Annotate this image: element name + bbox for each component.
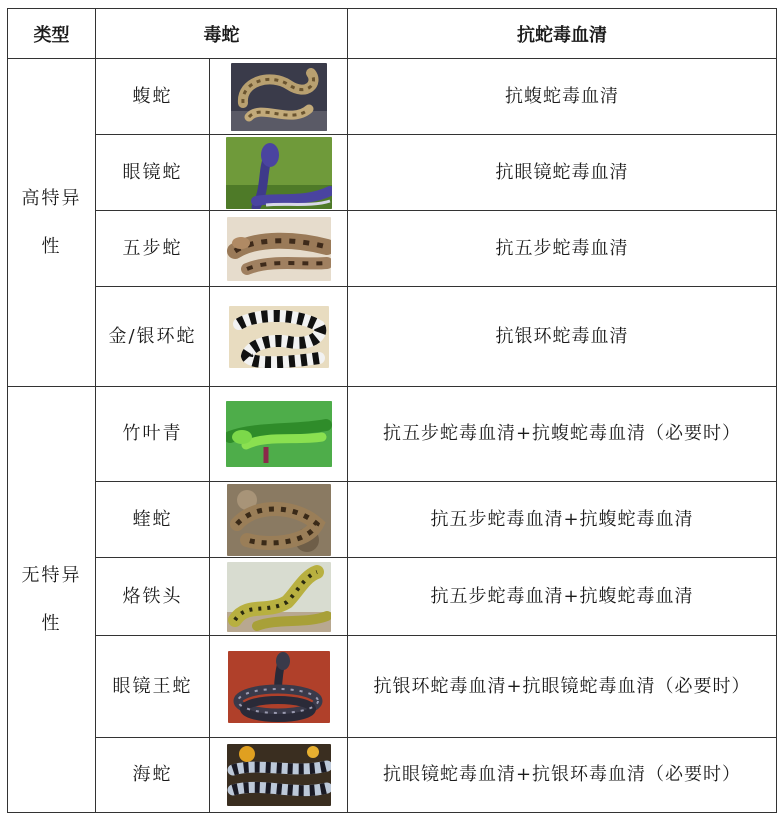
table-row [8,636,777,738]
king-cobra-image [228,651,330,723]
snake-name: 竹叶青 [96,387,210,482]
banded-sea-snake-image [227,744,331,806]
header-type: 类型 [8,9,96,59]
antivenom-cell: 抗银环蛇毒血清+抗眼镜蛇毒血清（必要时） [348,636,777,738]
snake-photo-cell [210,135,348,211]
snake-name: 烙铁头 [96,558,210,636]
snake-photo-cell [210,211,348,287]
snake-name: 眼镜蛇 [96,135,210,211]
antivenom-cell: 抗五步蛇毒血清+抗蝮蛇毒血清 [348,558,777,636]
pit-viper-image [227,217,331,281]
green-pit-viper-image [226,401,332,467]
antivenom-cell: 抗五步蛇毒血清+抗蝮蛇毒血清（必要时） [348,387,777,482]
snake-name: 金/银环蛇 [96,287,210,387]
snake-photo-cell [210,287,348,387]
table-row [8,387,777,482]
snake-photo-cell [210,482,348,558]
header-serum: 抗蛇毒血清 [348,9,777,59]
table-row [8,211,777,287]
snake-photo-cell [210,738,348,813]
snake-name: 蝮蛇 [96,59,210,135]
table-row [8,558,777,636]
antivenom-cell: 抗眼镜蛇毒血清+抗银环毒血清（必要时） [348,738,777,813]
snake-name: 眼镜王蛇 [96,636,210,738]
antivenom-cell: 抗蝮蛇毒血清 [348,59,777,135]
table-row [8,738,777,813]
snake-name: 蝰蛇 [96,482,210,558]
coiled-viper-image [231,63,327,131]
table-row [8,59,777,135]
antivenom-cell: 抗银环蛇毒血清 [348,287,777,387]
antivenom-table [7,8,777,813]
header-row [8,9,777,59]
header-snake: 毒蛇 [96,9,348,59]
antivenom-cell: 抗眼镜蛇毒血清 [348,135,777,211]
table-row [8,135,777,211]
snake-photo-cell [210,558,348,636]
table-row [8,287,777,387]
snake-photo-cell [210,59,348,135]
snake-photo-cell [210,636,348,738]
antivenom-cell: 抗五步蛇毒血清+抗蝮蛇毒血清 [348,482,777,558]
russell-viper-image [227,484,331,556]
cobra-image [226,137,332,209]
table-row [8,482,777,558]
snake-name: 海蛇 [96,738,210,813]
spotted-lancehead-image [227,562,331,632]
banded-krait-image [229,306,329,368]
group-label-no-specificity: 无特异性 [8,387,96,813]
snake-name: 五步蛇 [96,211,210,287]
antivenom-cell: 抗五步蛇毒血清 [348,211,777,287]
snake-photo-cell [210,387,348,482]
group-label-high-specificity: 高特异性 [8,59,96,387]
